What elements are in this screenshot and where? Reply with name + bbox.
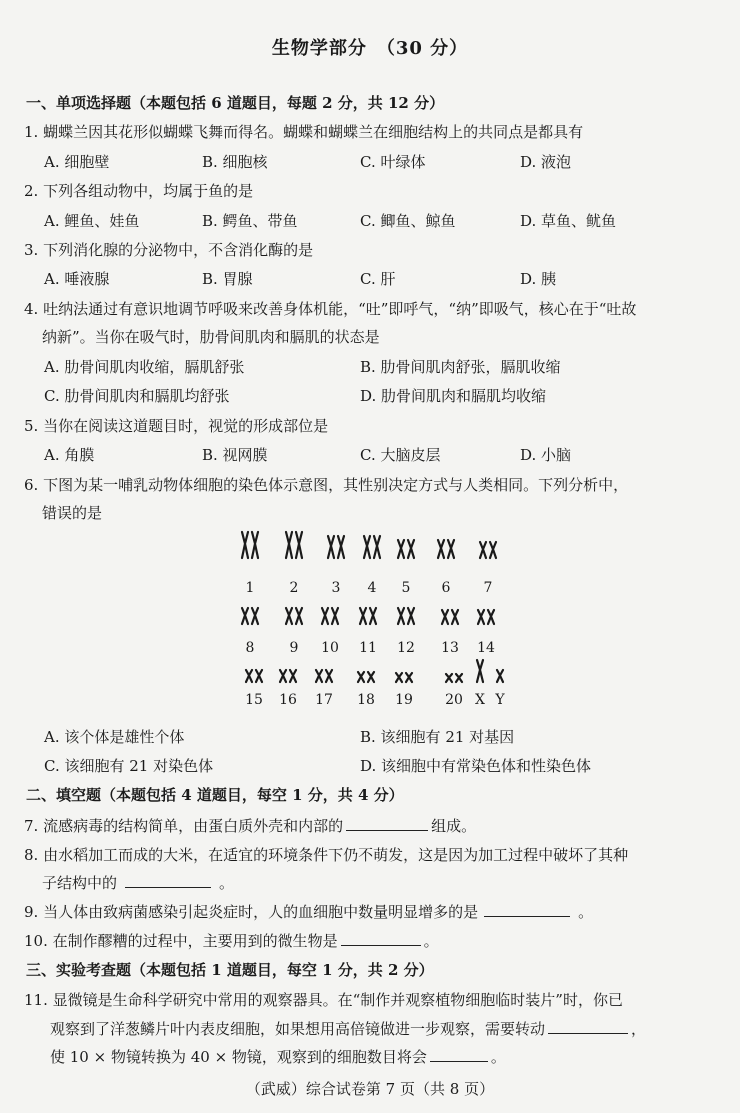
chromosome-X bbox=[477, 660, 483, 682]
question-10 bbox=[24, 930, 439, 951]
question-5-option-c: C. 大脑皮层 bbox=[360, 446, 441, 464]
chromosome-3 bbox=[328, 536, 344, 558]
question-1-stem: 1. 蝴蝶兰因其花形似蝴蝶飞舞而得名。蝴蝶和蝴蝶兰在细胞结构上的共同点是都具有 bbox=[24, 123, 584, 141]
question-7-answer-blank[interactable] bbox=[346, 816, 428, 831]
question-2-option-c: C. 鲫鱼、鲸鱼 bbox=[360, 212, 456, 230]
question-6-option-c: C. 该细胞有 21 对染色体 bbox=[44, 757, 214, 775]
chromosome-label-19: 19 bbox=[395, 692, 413, 708]
question-2-stem: 2. 下列各组动物中，均属于鱼的是 bbox=[24, 182, 254, 200]
question-11-answer-blank-2[interactable] bbox=[430, 1047, 488, 1062]
chromosome-label-10: 10 bbox=[321, 640, 339, 656]
chromosome-12 bbox=[398, 608, 414, 624]
chromosome-7 bbox=[480, 542, 496, 558]
question-11-text-2-end: ， bbox=[631, 1020, 647, 1038]
chromosome-label-13: 13 bbox=[441, 640, 459, 656]
chromosome-label-12: 12 bbox=[397, 640, 415, 656]
chromosome-label-11: 11 bbox=[359, 640, 377, 656]
question-9 bbox=[24, 901, 593, 922]
question-4-option-d: D. 肋骨间肌肉和膈肌均收缩 bbox=[360, 387, 547, 405]
question-11-line-3 bbox=[50, 1046, 506, 1067]
chromosome-Y bbox=[497, 670, 503, 682]
chromosome-label-18: 18 bbox=[357, 692, 375, 708]
question-11-text-3-end: 。 bbox=[490, 1048, 506, 1066]
chromosome-label-3: 3 bbox=[331, 580, 341, 596]
question-3-option-d: D. 胰 bbox=[520, 270, 557, 288]
question-4-stem-line-2: 纳新”。当你在吸气时，肋骨间肌肉和膈肌的状态是 bbox=[42, 328, 380, 346]
question-2-option-a: A. 鲤鱼、娃鱼 bbox=[44, 212, 140, 230]
chromosome-label-X: X bbox=[475, 692, 485, 708]
question-6-stem-line-1: 6. 下图为某一哺乳动物体细胞的染色体示意图，其性别决定方式与人类相同。下列分析中， bbox=[24, 476, 629, 494]
section-heading-experiment: 三、实验考查题（本题包括 1 道题目，每空 1 分，共 2 分） bbox=[26, 961, 434, 979]
chromosome-4 bbox=[364, 536, 380, 558]
chromosome-label-1: 1 bbox=[245, 580, 255, 596]
question-9-text: 9. 当人体由致病菌感染引起炎症时，人的血细胞中数量明显增多的是 bbox=[24, 903, 479, 921]
page-footer: （武威）综合试卷第 7 页（共 8 页） bbox=[245, 1080, 495, 1098]
question-5-option-d: D. 小脑 bbox=[520, 446, 572, 464]
question-2-option-d: D. 草鱼、鱿鱼 bbox=[520, 212, 617, 230]
question-1-option-d: D. 液泡 bbox=[520, 153, 572, 171]
question-10-answer-blank[interactable] bbox=[341, 931, 421, 946]
question-4-option-a: A. 肋骨间肌肉收缩，膈肌舒张 bbox=[44, 358, 245, 376]
question-11-line-1: 11. 显微镜是生命科学研究中常用的观察器具。在“制作并观察植物细胞临时装片”时，你已 bbox=[24, 991, 623, 1009]
question-6-stem-line-2: 错误的是 bbox=[42, 504, 103, 522]
chromosome-label-4: 4 bbox=[367, 580, 377, 596]
question-8-line-2 bbox=[42, 872, 234, 893]
question-8-answer-blank[interactable] bbox=[125, 873, 211, 888]
question-11-line-2 bbox=[50, 1018, 646, 1039]
chromosome-18 bbox=[358, 672, 374, 682]
question-4-option-b: B. 肋骨间肌肉舒张，膈肌收缩 bbox=[360, 358, 561, 376]
chromosome-label-2: 2 bbox=[289, 580, 299, 596]
question-11-answer-blank-1[interactable] bbox=[548, 1019, 628, 1034]
chromosome-14 bbox=[478, 610, 494, 624]
chromosome-6 bbox=[438, 540, 454, 558]
section-heading-choice: 一、单项选择题（本题包括 6 道题目，每题 2 分，共 12 分） bbox=[26, 94, 445, 112]
chromosome-15 bbox=[246, 670, 262, 682]
chromosome-19 bbox=[396, 673, 412, 682]
question-10-text-end: 。 bbox=[423, 932, 439, 950]
question-6-option-a: A. 该个体是雄性个体 bbox=[44, 728, 185, 746]
question-7-text-end: 组成。 bbox=[431, 817, 477, 835]
chromosome-label-6: 6 bbox=[441, 580, 451, 596]
question-3-option-a: A. 唾液腺 bbox=[44, 270, 110, 288]
question-8-text-end: 。 bbox=[219, 874, 235, 892]
question-9-answer-blank[interactable] bbox=[484, 902, 570, 917]
question-5-stem: 5. 当你在阅读这道题目时，视觉的形成部位是 bbox=[24, 417, 329, 435]
question-1-option-c: C. 叶绿体 bbox=[360, 153, 426, 171]
question-6-option-b: B. 该细胞有 21 对基因 bbox=[360, 728, 515, 746]
chromosome-label-17: 17 bbox=[315, 692, 333, 708]
question-7 bbox=[24, 815, 476, 836]
chromosome-label-20: 20 bbox=[445, 692, 463, 708]
question-9-text-end: 。 bbox=[578, 903, 594, 921]
chromosome-17 bbox=[316, 670, 332, 682]
chromosome-2 bbox=[286, 532, 302, 558]
chromosome-11 bbox=[360, 608, 376, 624]
chromosome-label-16: 16 bbox=[279, 692, 297, 708]
question-3-option-b: B. 胃腺 bbox=[202, 270, 253, 288]
question-7-text: 7. 流感病毒的结构简单，由蛋白质外壳和内部的 bbox=[24, 817, 344, 835]
chromosome-13 bbox=[442, 610, 458, 624]
question-1-option-a: A. 细胞壁 bbox=[44, 153, 110, 171]
question-2-option-b: B. 鳄鱼、带鱼 bbox=[202, 212, 298, 230]
question-11-text-3: 使 10 × 物镜转换为 40 × 物镜，观察到的细胞数目将会 bbox=[50, 1048, 427, 1066]
question-8-line-1: 8. 由水稻加工而成的大米，在适宜的环境条件下仍不萌发，这是因为加工过程中破坏了其种 bbox=[24, 846, 629, 864]
chromosome-1 bbox=[242, 532, 258, 558]
karyotype-figure bbox=[228, 530, 528, 710]
chromosome-5 bbox=[398, 540, 414, 558]
question-5-option-a: A. 角膜 bbox=[44, 446, 95, 464]
chromosome-label-5: 5 bbox=[401, 580, 411, 596]
question-4-stem-line-1: 4. 吐纳法通过有意识地调节呼吸来改善身体机能，“吐”即呼气，“纳”即吸气，核心在于“吐故 bbox=[24, 300, 637, 318]
chromosome-label-9: 9 bbox=[289, 640, 299, 656]
question-4-option-c: C. 肋骨间肌肉和膈肌均舒张 bbox=[44, 387, 230, 405]
question-5-option-b: B. 视网膜 bbox=[202, 446, 268, 464]
chromosome-label-7: 7 bbox=[483, 580, 493, 596]
question-3-stem: 3. 下列消化腺的分泌物中，不含消化酶的是 bbox=[24, 241, 314, 259]
question-11-text-2: 观察到了洋葱鳞片叶内表皮细胞，如果想用高倍镜做进一步观察，需要转动 bbox=[50, 1020, 546, 1038]
question-8-text: 子结构中的 bbox=[42, 874, 118, 892]
chromosome-label-8: 8 bbox=[245, 640, 255, 656]
chromosome-label-Y: Y bbox=[495, 692, 505, 708]
chromosome-10 bbox=[322, 608, 338, 624]
chromosome-16 bbox=[280, 670, 296, 682]
chromosome-9 bbox=[286, 608, 302, 624]
question-10-text: 10. 在制作醪糟的过程中，主要用到的微生物是 bbox=[24, 932, 338, 950]
chromosome-8 bbox=[242, 608, 258, 624]
page-title: 生物学部分 （30 分） bbox=[271, 38, 469, 59]
question-6-option-d: D. 该细胞中有常染色体和性染色体 bbox=[360, 757, 592, 775]
chromosome-label-14: 14 bbox=[477, 640, 495, 656]
section-heading-fill-blank: 二、填空题（本题包括 4 道题目，每空 1 分，共 4 分） bbox=[26, 786, 404, 804]
chromosome-20 bbox=[446, 674, 462, 682]
chromosome-label-15: 15 bbox=[245, 692, 263, 708]
question-1-option-b: B. 细胞核 bbox=[202, 153, 268, 171]
question-3-option-c: C. 肝 bbox=[360, 270, 396, 288]
